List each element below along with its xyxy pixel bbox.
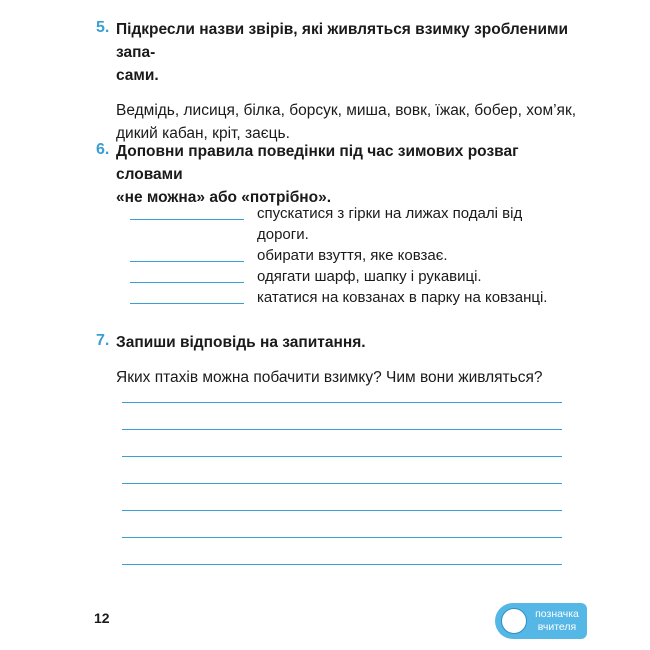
answer-line-5[interactable]: [122, 510, 562, 511]
task-6-number: 6.: [96, 141, 110, 158]
task-6-prompt: [116, 140, 586, 209]
answer-line-3[interactable]: [122, 456, 562, 457]
rule-blank-2[interactable]: [130, 261, 244, 262]
teacher-mark-badge: [495, 603, 587, 639]
task-5-prompt-line-2: сами.: [116, 67, 159, 84]
answer-line-4[interactable]: [122, 483, 562, 484]
task-5-prompt-line-1: Підкресли назви звірів, які живляться взимку зробленими запа-: [116, 21, 569, 61]
page-number: 12: [94, 610, 110, 626]
task-5-number: 5.: [96, 19, 110, 36]
rule-text-4: кататися на ковзанах в парку на ковзанці.: [257, 289, 548, 306]
rule-text-3: одягати шарф, шапку і рукавиці.: [257, 268, 482, 285]
task-6-prompt-line-2: «не можна» або «потрібно».: [116, 189, 332, 206]
rule-blank-3[interactable]: [130, 282, 244, 283]
rule-blank-1[interactable]: [130, 219, 244, 220]
answer-line-1[interactable]: [122, 402, 562, 403]
rule-row: [130, 287, 570, 308]
teacher-mark-label: [529, 608, 585, 634]
rule-text-1-line-2: дороги.: [257, 226, 309, 243]
teacher-mark-label-line-2: вчителя: [537, 621, 577, 633]
task-7-prompt: Запиши відповідь на запитання.: [116, 334, 366, 351]
answer-line-2[interactable]: [122, 429, 562, 430]
rule-row: [130, 203, 570, 245]
rule-row: [130, 266, 570, 287]
task-5-animals-line-2[interactable]: дикий кабан, кріт, заєць.: [116, 125, 290, 142]
rule-text-1-line-1: спускатися з гірки на лижах подалі від: [257, 205, 523, 222]
task-6-rules: [130, 203, 570, 308]
task-5: [96, 18, 586, 145]
task-5-prompt: [116, 18, 586, 87]
rule-text-2: обирати взуття, яке ковзає.: [257, 247, 448, 264]
task-5-animals: [116, 99, 586, 145]
rule-row: [130, 245, 570, 266]
rule-blank-4[interactable]: [130, 303, 244, 304]
task-5-animals-line-1[interactable]: Ведмідь, лисиця, білка, борсук, миша, вовк, їжак, бобер, хом’як,: [116, 102, 577, 119]
task-7-number: 7.: [96, 332, 110, 349]
answer-line-6[interactable]: [122, 537, 562, 538]
task-7: [96, 331, 586, 389]
teacher-mark-label-line-1: позначка: [535, 608, 579, 620]
answer-line-7[interactable]: [122, 564, 562, 565]
teacher-mark-circle[interactable]: [501, 608, 527, 634]
task-6: [96, 140, 586, 209]
task-6-prompt-line-1: Доповни правила поведінки під час зимових розваг словами: [116, 143, 519, 183]
rule-text-1: [257, 203, 570, 245]
task-7-question: Яких птахів можна побачити взимку? Чим вони живляться?: [116, 369, 543, 386]
